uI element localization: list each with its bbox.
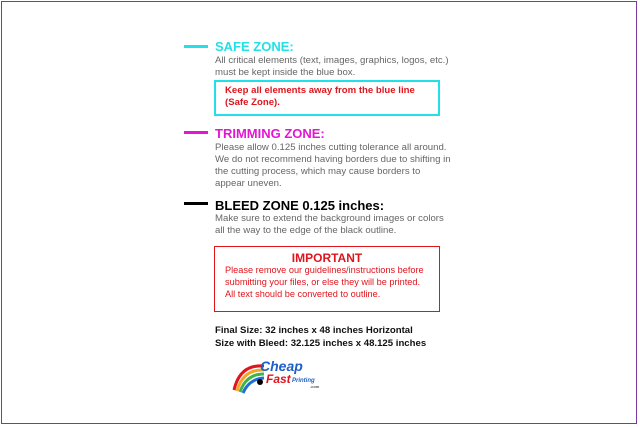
bleed-zone-line-1: Make sure to extend the background images or colors bbox=[215, 213, 444, 224]
trimming-zone-marker bbox=[184, 131, 208, 134]
logo-word-cheap: Cheap bbox=[260, 358, 303, 374]
safe-zone-title: SAFE ZONE: bbox=[215, 39, 294, 54]
company-logo bbox=[230, 358, 320, 394]
trimming-zone-line-3: the cutting process, which may cause borders to bbox=[215, 166, 421, 177]
safe-zone-line-2: must be kept inside the blue box. bbox=[215, 67, 356, 78]
trimming-zone-line-2: We do not recommend having borders due to shifting in bbox=[215, 154, 451, 165]
important-title: IMPORTANT bbox=[291, 251, 363, 265]
bleed-zone-line-2: all the way to the edge of the black outline. bbox=[215, 225, 397, 236]
logo-word-fast: Fast bbox=[266, 372, 291, 386]
important-line-2: submitting your files, or else they will be printed. bbox=[225, 277, 421, 287]
logo-suffix: .com bbox=[310, 384, 320, 389]
trimming-zone-line-4: appear uneven. bbox=[215, 178, 282, 189]
safe-zone-marker bbox=[184, 45, 208, 48]
important-line-3: All text should be converted to outline. bbox=[225, 289, 381, 299]
logo-word-printing: Printing bbox=[292, 378, 315, 384]
trimming-zone-line-1: Please allow 0.125 inches cutting tolerance all around. bbox=[215, 142, 447, 153]
important-line-1: Please remove our guidelines/instructions before bbox=[225, 265, 424, 275]
safe-zone-line-1: All critical elements (text, images, graphics, logos, etc.) bbox=[215, 55, 449, 66]
bleed-size: Size with Bleed: 32.125 inches x 48.125 inches bbox=[215, 338, 427, 349]
bleed-zone-title: BLEED ZONE 0.125 inches: bbox=[215, 198, 385, 213]
bleed-zone-marker bbox=[184, 202, 208, 205]
final-size: Final Size: 32 inches x 48 inches Horizontal bbox=[215, 325, 413, 336]
safe-zone-note-2: (Safe Zone). bbox=[225, 97, 280, 108]
safe-zone-note-1: Keep all elements away from the blue line bbox=[225, 85, 415, 96]
trimming-zone-title: TRIMMING ZONE: bbox=[215, 126, 325, 141]
